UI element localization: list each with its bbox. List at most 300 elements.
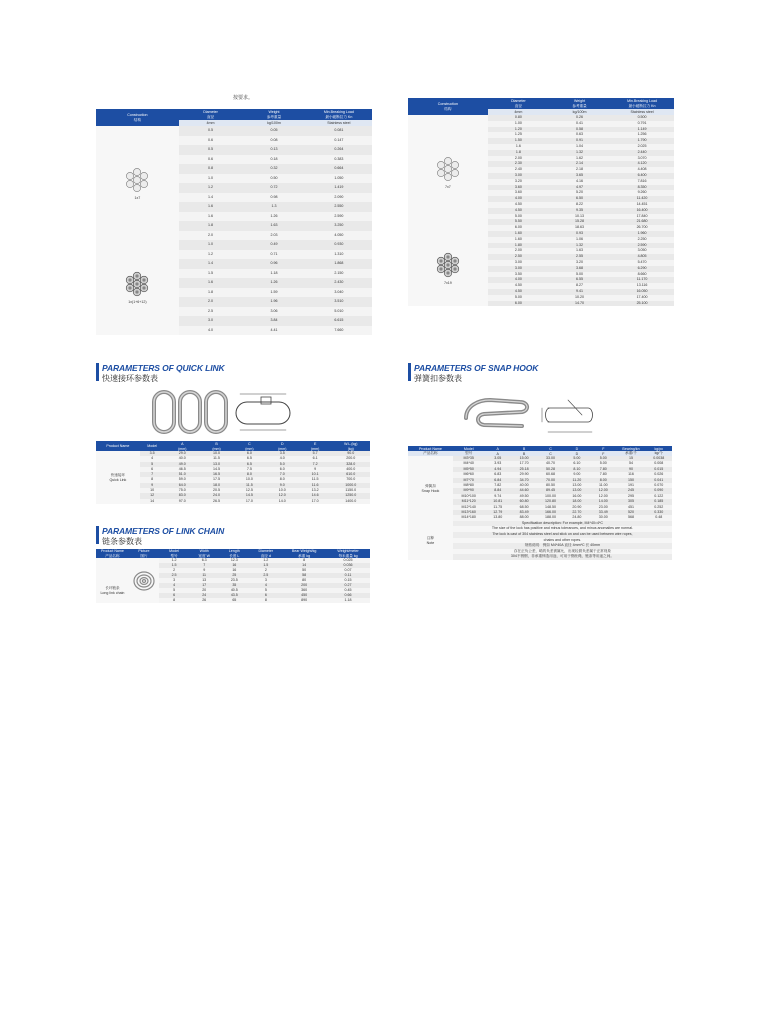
table-cell: 3.20 — [488, 179, 549, 185]
table-cell: 1.96 — [242, 297, 305, 307]
table-cell: 10.81 — [485, 499, 511, 504]
table-cell: 120.80 — [537, 499, 563, 504]
column-header-en: Construction — [437, 102, 458, 106]
note-label-en: Note — [426, 540, 435, 545]
table-cell: 26 — [189, 598, 219, 603]
table-cell: 8.660 — [610, 272, 674, 278]
link-chain-title-en: PARAMETERS OF LINK CHAIN — [102, 526, 225, 536]
table-cell: M8*80 — [453, 483, 485, 488]
table-cell: 20 — [189, 588, 219, 593]
table-cell: 0.58 — [549, 127, 610, 133]
table-cell: 11.5 — [200, 456, 233, 461]
table-cell: 0.090 — [646, 488, 672, 493]
table-cell: 10.0 — [200, 451, 233, 456]
table-cell: 12.79 — [485, 510, 511, 515]
note-text: 304不锈钢，非承重铸造用途，可用于钢丝绳、链条等用途之间。 — [453, 554, 672, 560]
note-text: 规格说明：例如 M4*40A 直径 4mm*C 长 40mm — [453, 543, 672, 549]
table-cell: 49.0 — [164, 462, 200, 467]
table-cell: 2.550 — [306, 202, 372, 212]
table-cell: 0.791 — [610, 121, 674, 127]
table-row — [96, 240, 372, 250]
table-cell: 3.250 — [306, 221, 372, 231]
table-cell: 33.49 — [590, 510, 616, 515]
column-header-en: Min.Breaking Load — [323, 110, 354, 114]
table-cell: 5.010 — [306, 307, 372, 317]
table-cell: 9 — [189, 568, 219, 573]
section-accent-bar — [96, 363, 99, 381]
table-cell: 13.0 — [200, 462, 233, 467]
table-cell: 400.0 — [332, 467, 370, 472]
table-cell: 1.60 — [488, 231, 549, 237]
table-cell: 1.18 — [242, 269, 305, 279]
unit-cell: Stainless steel — [306, 120, 372, 126]
table-cell: 7.660 — [306, 326, 372, 336]
table-cell: 5.00 — [564, 456, 590, 461]
column-header-cn: 承重 kg — [298, 553, 311, 558]
table-cell: 1.2 — [159, 558, 189, 563]
note-text: Specification description: For example, M4*40=4*C — [453, 521, 672, 527]
column-header-cn: 承重/千 — [617, 451, 646, 456]
table-cell: 21.680 — [610, 219, 674, 225]
unit-cell: (mm) — [266, 446, 299, 451]
table-cell: 29.90 — [511, 472, 537, 477]
table-cell: M7*70 — [453, 478, 485, 483]
construction-cell — [408, 231, 488, 306]
table-cell: 9.0 — [266, 483, 299, 488]
table-cell: 4.50 — [488, 283, 549, 289]
table-cell: 0.32 — [242, 164, 305, 174]
table-cell: 3.84 — [242, 316, 305, 326]
table-cell: 7.5 — [233, 467, 266, 472]
table-cell: 2.430 — [306, 278, 372, 288]
table-cell: 0.5 — [179, 145, 242, 155]
table-cell: 14 — [140, 499, 165, 504]
table-cell: 54 — [617, 461, 646, 466]
table-cell: 0.15 — [326, 578, 370, 583]
link-chain-section-header — [96, 526, 296, 546]
table-cell: 0.26 — [549, 115, 610, 121]
snap-hook-title-cn: 弹簧扣参数表 — [414, 374, 462, 383]
table-cell: 1.50 — [488, 138, 549, 144]
table-cell: 890 — [282, 598, 326, 603]
table-cell: 5 — [249, 588, 282, 593]
table-cell: 0.07 — [326, 568, 370, 573]
table-cell: 58 — [282, 573, 326, 578]
table-cell: 4.408 — [610, 167, 674, 173]
table-cell: 1.62 — [549, 156, 610, 162]
table-cell: 0.50 — [242, 174, 305, 184]
table-cell: 0.147 — [306, 136, 372, 146]
column-header-en: Min.Breaking Load — [627, 99, 658, 103]
table-cell: 1.8 — [179, 288, 242, 298]
table-cell: 3.070 — [610, 156, 674, 162]
table-cell: 3.5 — [140, 451, 165, 456]
table-cell: 25.100 — [610, 301, 674, 307]
table-cell: 40.0 — [164, 456, 200, 461]
table-cell: 8.22 — [549, 202, 610, 208]
table-cell: 4 — [159, 583, 189, 588]
table-cell: 3.00 — [488, 260, 549, 266]
table-cell: 16 — [219, 568, 249, 573]
table-cell: 8 — [282, 558, 326, 563]
table-cell: 11.420 — [610, 196, 674, 202]
table-cell: 8.0 — [233, 472, 266, 477]
table-cell: 10.1 — [299, 472, 332, 477]
column-header-en: Bearing/kn — [622, 446, 640, 451]
table-cell: 0.5 — [179, 126, 242, 136]
column-header-en: A — [496, 446, 499, 451]
table-cell: 6 — [159, 593, 189, 598]
column-header-cn: 最小破断拉力 Kn — [325, 114, 353, 119]
table-cell: 97.0 — [164, 499, 200, 504]
quick-link-section-header — [96, 363, 296, 383]
column-header — [129, 549, 159, 558]
table-cell: 1.6 — [488, 144, 549, 150]
table-cell: 520 — [617, 510, 646, 515]
table-cell: 5 — [140, 462, 165, 467]
table-cell: 610.0 — [332, 472, 370, 477]
table-cell: 2.50 — [488, 254, 549, 260]
table-cell: 0.72 — [242, 183, 305, 193]
column-header-en: Weight — [573, 99, 586, 103]
table-cell: 0.45 — [326, 588, 370, 593]
table-cell: 22.70 — [564, 510, 590, 515]
table-cell: 0.71 — [242, 250, 305, 260]
column-header-cn: 直径 — [206, 114, 215, 119]
table-cell: 7.816 — [610, 179, 674, 185]
table-cell: 40.70 — [537, 461, 563, 466]
column-header-cn: A — [485, 451, 511, 456]
table-cell: 1.80 — [488, 243, 549, 249]
table-cell: 6.5 — [233, 456, 266, 461]
table-cell: 8.84 — [485, 488, 511, 493]
table-cell: 29.0 — [164, 451, 200, 456]
table-cell: 0.27 — [326, 583, 370, 588]
table-cell: 9 — [140, 483, 165, 488]
table-cell: 1.59 — [242, 288, 305, 298]
wire-strand-icon — [431, 252, 465, 278]
table-cell: 0.252 — [646, 505, 672, 510]
table-cell: 1.2 — [249, 558, 282, 563]
unit-cell: (mm) — [200, 446, 233, 451]
quick-link-table — [96, 441, 370, 504]
table-cell: 43.5 — [219, 593, 249, 598]
table-cell: 6.50 — [549, 196, 610, 202]
table-cell: 8 — [159, 598, 189, 603]
table-cell: 0.122 — [646, 494, 672, 499]
table-cell: 6.290 — [610, 266, 674, 272]
construction-cell — [408, 115, 488, 231]
table-cell: 1.5 — [179, 269, 242, 279]
table-cell: 24.0 — [200, 493, 233, 498]
column-header — [549, 98, 610, 109]
column-header-cn: F — [590, 451, 616, 456]
table-cell: 8 — [140, 477, 165, 482]
table-cell: 0.930 — [306, 240, 372, 250]
table-cell: M4*40 — [453, 461, 485, 466]
table-cell: 34.70 — [511, 478, 537, 483]
table-cell: 3 — [249, 578, 282, 583]
table-cell: 16.400 — [610, 208, 674, 214]
table-cell: 3.050 — [610, 248, 674, 254]
table-cell: 6.400 — [610, 173, 674, 179]
table-cell: 8.350 — [610, 185, 674, 191]
column-header-en: Model — [169, 549, 179, 554]
table-cell: 83.49 — [511, 510, 537, 515]
table-cell: 14 — [282, 563, 326, 568]
table-cell: 14.00 — [590, 499, 616, 504]
wire-strand-icon — [120, 167, 154, 193]
table-cell: 17.840 — [610, 214, 674, 220]
table-cell: 11.75 — [485, 505, 511, 510]
column-header — [159, 549, 189, 558]
column-header — [189, 549, 219, 558]
table-cell: 6.5 — [233, 462, 266, 467]
table-cell: 3.05 — [485, 456, 511, 461]
table-cell: 450 — [282, 593, 326, 598]
table-cell: 4.50 — [488, 202, 549, 208]
table-cell: 1.256 — [610, 132, 674, 138]
column-header — [610, 98, 674, 109]
table-cell: 2.5 — [179, 307, 242, 317]
table-cell: 6.1 — [299, 456, 332, 461]
table-cell: 65 — [219, 598, 249, 603]
table-cell: 4.97 — [549, 185, 610, 191]
table-cell: 1.00 — [488, 121, 549, 127]
table-cell: 0.08 — [242, 136, 305, 146]
table-cell: 24.80 — [564, 515, 590, 520]
table-cell: 1.32 — [549, 150, 610, 156]
table-cell: 5.20 — [549, 190, 610, 196]
column-header-en: Weight/meter — [337, 549, 359, 554]
column-header-label: Product Name — [106, 444, 130, 448]
column-header — [408, 98, 488, 115]
table-cell: 12.5 — [233, 488, 266, 493]
section-accent-bar — [408, 363, 411, 381]
table-cell: 6.0 — [266, 467, 299, 472]
unit-cell: (mm) — [299, 446, 332, 451]
table-cell: 70.00 — [537, 478, 563, 483]
column-header-label: B — [215, 441, 218, 446]
table-cell: 46.5 — [164, 467, 200, 472]
column-header — [140, 441, 165, 451]
table-cell: 9 — [299, 467, 332, 472]
column-header-en: Picture — [138, 549, 150, 554]
table-cell: 0.185 — [646, 499, 672, 504]
table-cell: 80.50 — [537, 483, 563, 488]
table-cell: 7.0 — [266, 472, 299, 477]
table-row — [96, 126, 372, 136]
table-cell: 9.41 — [549, 289, 610, 295]
table-cell: 6.83 — [485, 472, 511, 477]
column-header-label: E — [313, 441, 317, 446]
snap-hook-title-en: PARAMETERS OF SNAP HOOK — [414, 363, 539, 373]
table-cell: 11.20 — [564, 478, 590, 483]
table-cell: 6.55 — [549, 277, 610, 283]
table-cell: 60.68 — [537, 472, 563, 477]
table-cell: 2.03 — [242, 231, 305, 241]
table-cell: 17 — [189, 583, 219, 588]
table-cell: 0.0038 — [646, 456, 672, 461]
table-cell: 0.008 — [646, 461, 672, 466]
product-name-en: Quick Link — [109, 477, 127, 482]
table-cell: 7.82 — [485, 483, 511, 488]
table-cell: 200 — [282, 583, 326, 588]
column-header-cn: 结构 — [444, 106, 452, 111]
table-cell: 25 — [219, 573, 249, 578]
column-header-label: W.L.(kg) — [344, 441, 358, 446]
table-cell: 1.25 — [488, 132, 549, 138]
table-cell: 24 — [189, 593, 219, 598]
table-cell: 44.60 — [511, 488, 537, 493]
table-cell: 90 — [617, 467, 646, 472]
column-header-cn: 参考重量 — [266, 114, 282, 119]
table-cell: 305 — [617, 499, 646, 504]
table-cell: 11.170 — [610, 277, 674, 283]
table-cell: M5*50 — [453, 467, 485, 472]
construction-label: 1x(1+6+12) — [128, 300, 147, 304]
table-cell: 188.00 — [537, 515, 563, 520]
table-cell: 3.040 — [306, 288, 372, 298]
table-cell: 1.149 — [610, 127, 674, 133]
column-header — [179, 109, 242, 120]
table-cell: 6.615 — [306, 316, 372, 326]
wire-strand-icon — [431, 156, 465, 182]
table-cell: 14.6 — [299, 493, 332, 498]
table-cell: 8.00 — [590, 478, 616, 483]
construction-label: 7x7 — [445, 185, 451, 190]
table-cell: 11 — [189, 573, 219, 578]
table-cell: 7.80 — [590, 467, 616, 472]
table-cell: 2.40 — [488, 167, 549, 173]
table-cell: 3.65 — [549, 173, 610, 179]
column-header — [306, 109, 372, 120]
table-cell: 13.00 — [564, 483, 590, 488]
table-cell: 13.116 — [610, 283, 674, 289]
table-cell: 8 — [249, 598, 282, 603]
note-text: The size of the lock has positive and minus tolerances, and minus anomalies are normal. — [453, 526, 672, 532]
table-cell: 17.0 — [233, 499, 266, 504]
column-header-label: D — [280, 441, 284, 446]
table-cell: 1.60 — [488, 237, 549, 243]
table-cell: 2.090 — [306, 193, 372, 203]
table-cell: 1.8 — [179, 221, 242, 231]
table-cell: 0.264 — [306, 145, 372, 155]
table-cell: 8.10 — [564, 467, 590, 472]
table-cell: 1.18 — [326, 598, 370, 603]
quick-link-title-cn: 快速接环参数表 — [102, 374, 158, 383]
table-cell: 26.5 — [200, 499, 233, 504]
product-name-cell — [96, 558, 129, 603]
table-cell: 89.45 — [537, 488, 563, 493]
table-cell: 3.5 — [266, 451, 299, 456]
table-cell: 14.70 — [549, 301, 610, 307]
table-cell: 3.00 — [488, 266, 549, 272]
table-cell: 1.2 — [179, 183, 242, 193]
table-cell: 5.00 — [488, 295, 549, 301]
table-cell: 1.20 — [488, 127, 549, 133]
table-cell: 13.2 — [299, 488, 332, 493]
table-cell: 35 — [219, 583, 249, 588]
table-cell: 12 — [140, 493, 165, 498]
table-cell: 1.0 — [179, 174, 242, 184]
snap-hook-image — [458, 388, 598, 444]
table-cell: 14.0 — [266, 499, 299, 504]
table-cell: 5.0 — [266, 462, 299, 467]
table-cell: 59.0 — [164, 477, 200, 482]
column-header-en: Diameter — [203, 110, 218, 114]
table-cell: 16 — [219, 563, 249, 568]
link-chain-table — [96, 549, 370, 603]
table-cell: 5 — [159, 588, 189, 593]
column-header-cn: 图片 — [140, 553, 148, 558]
table-cell: 6.10 — [564, 461, 590, 466]
table-cell: 0.8 — [179, 164, 242, 174]
table-cell: M12*140 — [453, 505, 485, 510]
column-header-cn: 型号 — [453, 451, 485, 456]
table-cell: 0.05 — [242, 126, 305, 136]
table-cell: 7.80 — [590, 472, 616, 477]
table-cell: 13 — [189, 578, 219, 583]
note-text: chains and other ropes. — [453, 538, 672, 544]
column-header-label: A — [181, 441, 184, 446]
table-cell: 49.50 — [511, 494, 537, 499]
column-header-en: Diameter — [258, 549, 274, 554]
column-header-cn: 长度 L — [229, 553, 240, 558]
table-cell: 3.20 — [549, 260, 610, 266]
table-cell: 0.41 — [549, 121, 610, 127]
construction-label: 7x19 — [444, 281, 452, 286]
table-cell: 1.868 — [306, 259, 372, 269]
table-cell: 2.150 — [306, 269, 372, 279]
table-cell: 83.0 — [164, 493, 200, 498]
column-header — [96, 441, 140, 451]
table-cell: 0.070 — [646, 483, 672, 488]
note-label-cell — [408, 521, 453, 560]
product-name-cell — [408, 456, 453, 521]
table-cell: 1150.0 — [332, 488, 370, 493]
table-cell: 8.0 — [266, 477, 299, 482]
table-cell: 1.63 — [549, 248, 610, 254]
table-cell: 14.5 — [200, 467, 233, 472]
table-cell: 7 — [140, 472, 165, 477]
table-cell: 1.8 — [488, 150, 549, 156]
table-cell: M3*35 — [453, 456, 485, 461]
table-cell: M14*180 — [453, 515, 485, 520]
table-cell: 4.050 — [306, 231, 372, 241]
table-cell: 0.6 — [179, 155, 242, 165]
column-header-cn: B — [511, 451, 537, 456]
unit-cell: (kg) — [332, 446, 370, 451]
table-cell: 191 — [617, 483, 646, 488]
table-cell: 10.13 — [549, 214, 610, 220]
table-cell: 360 — [282, 588, 326, 593]
table-cell: 12.3 — [219, 558, 249, 563]
note-text: The lock is cast of 304 stainless steel and stick on and can be used between wire ropes, — [453, 532, 672, 538]
table-cell: 15.00 — [511, 456, 537, 461]
table-cell: 0.026 — [646, 472, 672, 477]
column-header-en: Length — [228, 549, 240, 554]
unit-cell: 4mm — [488, 109, 549, 115]
column-header-cn: 产品名称 — [105, 553, 120, 558]
table-cell: 0.041 — [646, 478, 672, 483]
table-cell: 116 — [617, 472, 646, 477]
table-cell: 23.00 — [590, 505, 616, 510]
table-cell: 1.4 — [179, 259, 242, 269]
table-cell: 18.63 — [549, 225, 610, 231]
table-cell: 33.00 — [537, 456, 563, 461]
table-cell: 16.5 — [200, 472, 233, 477]
